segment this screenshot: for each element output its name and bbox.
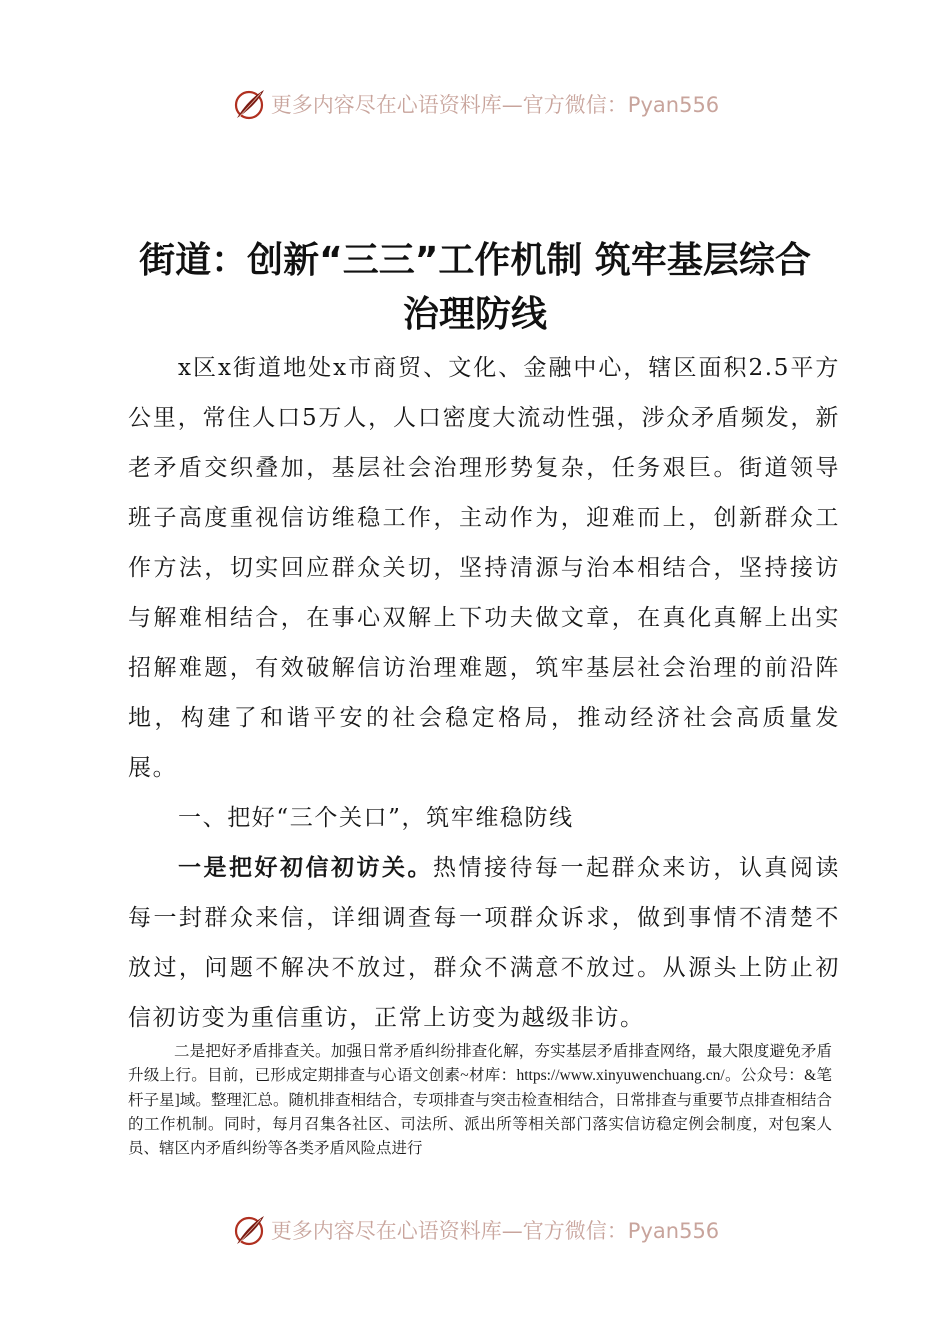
point-1-lead: 一是把好初信初访关。 (178, 855, 433, 881)
quill-logo-icon (231, 86, 267, 122)
point-2-paragraph: 二是把好矛盾排查关。加强日常矛盾纠纷排查化解，夯实基层矛盾排查网络，最大限度避免矛盾升级上行。目前，已形成定期排查与心语文创素~材库：https://www.xinyuwenchuang.cn/。公众号：&笔杆子星]域。整理汇总。随机排查相结合，专项排查与突击检查相结合，日常排查与重要节点排查相结合的工作机制。同时，每月召集各社区、司法所、派出所等相关部门落实信访稳定例会制度，对包案人员、辖区内矛盾纠纷等各类矛盾风险点进行 (128, 1043, 832, 1158)
footer-banner (0, 1210, 950, 1250)
header-banner (0, 84, 950, 124)
banner-text: 更多内容尽在心语资料库—官方微信：Pyan556 (270, 93, 720, 117)
point-1-paragraph (128, 843, 840, 1043)
quill-logo-icon (231, 1212, 267, 1248)
document-title-line-1: 街道：创新“三三”工作机制 筑牢基层综合 (139, 240, 811, 281)
section-heading: 一、把好“三个关口”，筑牢维稳防线 (178, 805, 574, 831)
banner-text: 更多内容尽在心语资料库—官方微信：Pyan556 (270, 1219, 720, 1243)
point-1-text: 热情接待每一起群众来访，认真阅读每一封群众来信，详细调查每一项群众诉求，做到事情不清楚不放过，问题不解决不放过，群众不满意不放过。从源头上防止初信初访变为重信重访，正常上访变为越级非访。 (128, 855, 841, 1031)
intro-paragraph: x区x街道地处x市商贸、文化、金融中心，辖区面积2.5平方公里，常住人口5万人，人口密度大流动性强，涉众矛盾频发，新老矛盾交织叠加，基层社会治理形势复杂，任务艰巨。街道领导班子高度重视信访维稳工作，主动作为，迎难而上，创新群众工作方法，切实回应群众关切，坚持清源与治本相结合，坚持接访与解难相结合，在事心双解上下功夫做文章，在真化真解上出实招解难题，有效破解信访治理难题，筑牢基层社会治理的前沿阵地，构建了和谐平安的社会稳定格局，推动经济社会高质量发展。 (128, 355, 840, 781)
document-title-line-2: 治理防线 (402, 294, 547, 335)
